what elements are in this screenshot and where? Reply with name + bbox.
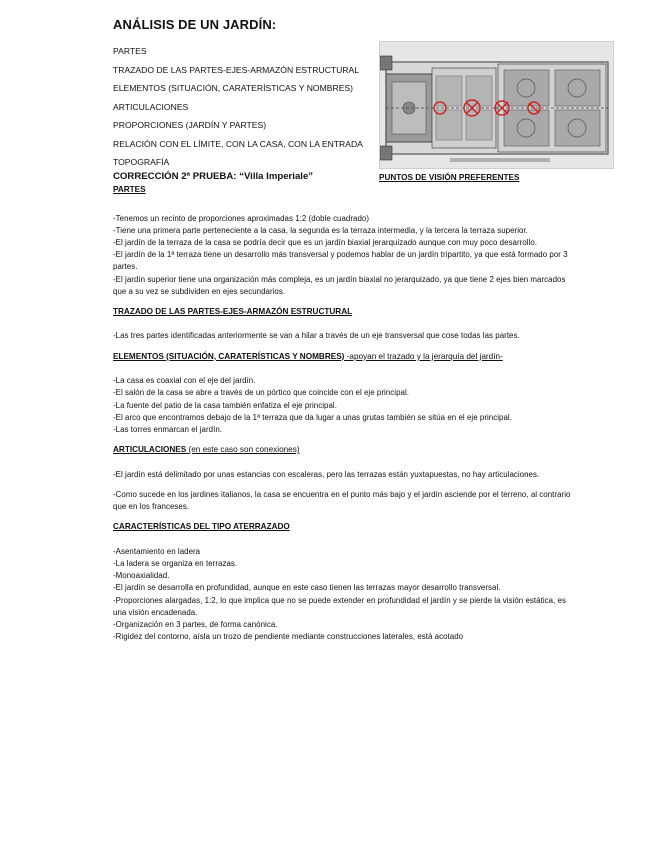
garden-plan-image bbox=[379, 41, 614, 169]
section-heading-articulaciones-note: (en este caso son conexiones) bbox=[186, 445, 300, 455]
document-body bbox=[113, 184, 573, 643]
list-item: -Organización en 3 partes, de forma canónica. bbox=[113, 619, 278, 629]
section-heading-caracteristicas: CARACTERÍSTICAS DEL TIPO ATERRAZADO bbox=[113, 522, 290, 532]
list-item: -El jardín se desarrolla en profundidad, aunque en este caso tienen las terrazas mayor desarrollo transversal. bbox=[113, 583, 501, 593]
list-item: -El arco que encontramos debajo de la 1ª terraza que da lugar a unas grutas también se sitúa en el eje principal. bbox=[113, 412, 512, 422]
outline-item: PARTES bbox=[113, 46, 147, 56]
section-heading-elementos-note: -apoyan el trazado y la jerarquía del jardín- bbox=[344, 351, 503, 361]
outline-list bbox=[113, 42, 375, 172]
outline-item: RELACIÓN CON EL LÍMITE, CON LA CASA, CON LA ENTRADA bbox=[113, 138, 363, 149]
list-item: -Monoaxialidad. bbox=[113, 571, 170, 581]
section-articulaciones bbox=[113, 469, 573, 514]
list-item: -Asentamiento en ladera bbox=[113, 546, 201, 556]
list-item: -El jardín superior tiene una organización más compleja, es un jardín biaxial no jerarquizado, ya que tiene 2 ejes bien marcados que a su vez se subdividen en ejes secundarios. bbox=[113, 274, 566, 296]
list-item: -Las tres partes identificadas anteriormente se van a hilar a través de un eje transversal que cose todas las partes. bbox=[113, 331, 520, 341]
list-item: -El jardín de la terraza de la casa se podría decir que es un jardín biaxial jerarquizado aunque con muy poco desarrollo. bbox=[113, 237, 538, 247]
list-item: -La fuente del patio de la casa también enfatiza el eje principal. bbox=[113, 400, 337, 410]
list-item: -El jardín está delimitado por unas estancias con escaleras, pero las terrazas están yuxtapuestas, no hay articulaciones. bbox=[113, 469, 540, 479]
section-heading-trazado: TRAZADO DE LAS PARTES-EJES-ARMAZÓN ESTRUCTURAL bbox=[113, 306, 353, 316]
list-item: -La casa es coaxial con el eje del jardín. bbox=[113, 376, 256, 386]
correction-title: CORRECCIÓN 2ª PRUEBA: “Villa Imperiale” bbox=[113, 171, 314, 182]
outline-item: PROPORCIONES (JARDÍN Y PARTES) bbox=[113, 120, 267, 130]
list-item: -Como sucede en los jardines italianos, la casa se encuentra en el punto más bajo y el jardín asciende por el terreno, al contrario que en los franceses. bbox=[113, 489, 571, 512]
outline-item: ELEMENTOS (SITUACIÓN, CARATERÍSTICAS Y NOMBRES) bbox=[113, 83, 354, 93]
section-partes bbox=[113, 213, 573, 298]
section-heading-elementos bbox=[113, 351, 573, 363]
list-item: -El salón de la casa se abre a través de un pórtico que coincide con el eje principal. bbox=[113, 388, 409, 398]
outline-item: TOPOGRAFÍA bbox=[113, 157, 170, 167]
page-title: ANÁLISIS DE UN JARDÍN: bbox=[113, 17, 277, 32]
outline-item: TRAZADO DE LAS PARTES-EJES-ARMAZÓN ESTRUCTURAL bbox=[113, 64, 360, 75]
view-points-label: PUNTOS DE VISIÓN PREFERENTES bbox=[379, 173, 520, 182]
list-item: -Rigidez del contorno, aísla un trozo de pendiente mediante construcciones laterales, está acotado bbox=[113, 632, 464, 642]
outline-item: ARTICULACIONES bbox=[113, 101, 189, 112]
list-item: -Tiene una primera parte perteneciente a la casa, la segunda es la terraza intermedia, y la tercera la terraza superior. bbox=[113, 225, 528, 235]
section-heading-elementos-title: ELEMENTOS (SITUACIÓN, CARATERÍSTICAS Y NOMBRES) bbox=[113, 351, 345, 361]
section-caracteristicas bbox=[113, 546, 573, 644]
list-item: -Tenemos un recinto de proporciones aproximadas 1:2 (doble cuadrado) bbox=[113, 213, 370, 223]
list-item: -Las torres enmarcan el jardín. bbox=[113, 424, 222, 434]
section-trazado bbox=[113, 330, 573, 342]
list-item: -El jardín de la 1ª terraza tiene un desarrollo más transversal y podemos hablar de un jardín tripartito, ya que está formado por 3 partes. bbox=[113, 250, 568, 272]
section-heading-partes: PARTES bbox=[113, 185, 146, 194]
section-heading-articulaciones bbox=[113, 444, 573, 456]
garden-plan-drawing-icon bbox=[380, 42, 613, 168]
list-item: -La ladera se organiza en terrazas. bbox=[113, 558, 238, 568]
list-item: -Proporciones alargadas, 1:2, lo que implica que no se puede extender en profundidad el jardín y se pierde la visión estática, es una visión encadenada. bbox=[113, 595, 566, 617]
section-heading-articulaciones-title: ARTICULACIONES bbox=[113, 445, 187, 455]
section-elementos bbox=[113, 375, 573, 436]
